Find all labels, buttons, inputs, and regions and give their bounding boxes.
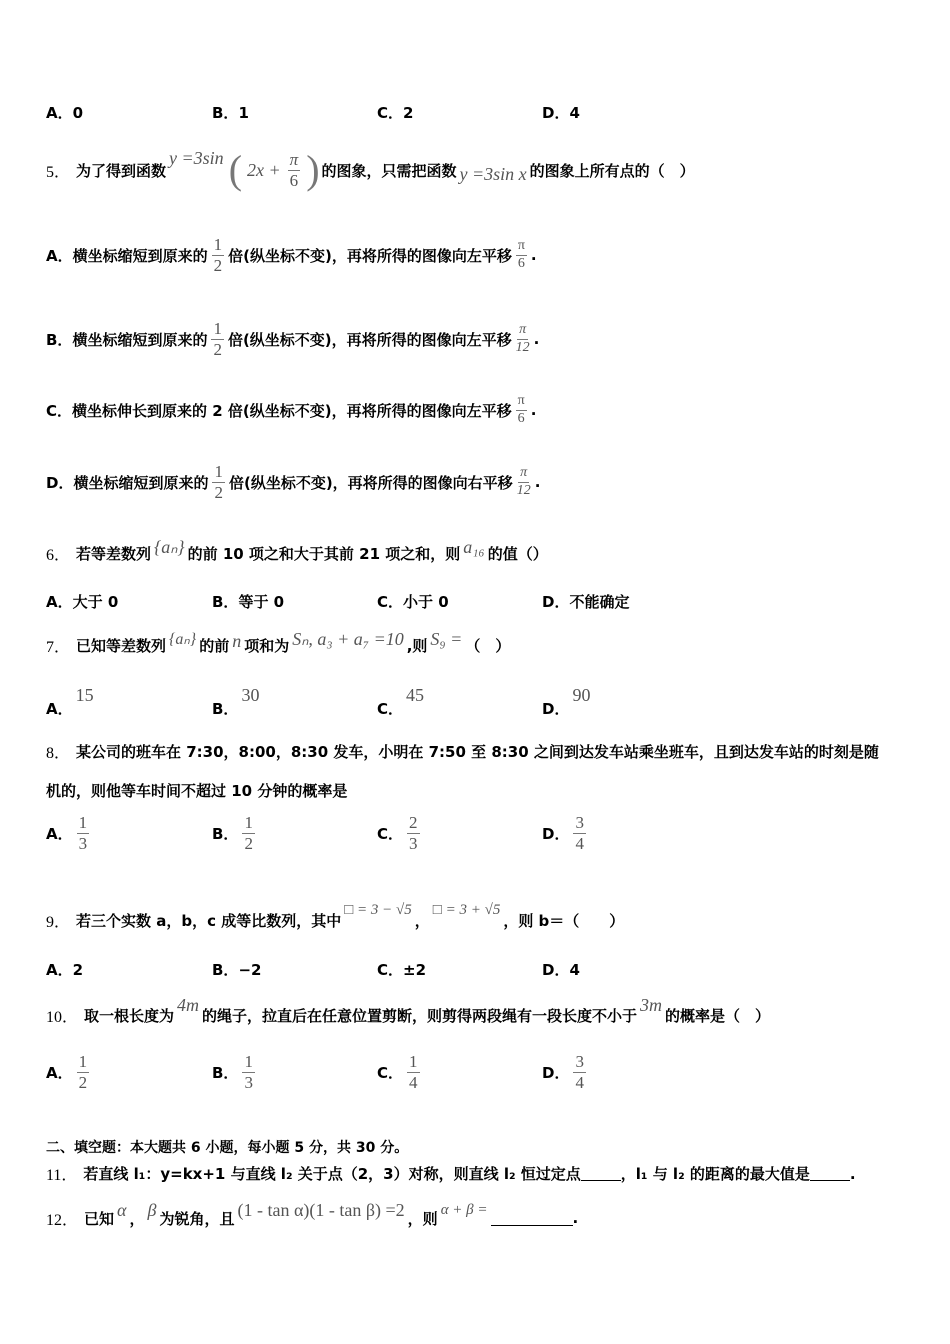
q9-option-a xyxy=(46,959,83,980)
option-value: 90 xyxy=(572,685,591,705)
question-number: 12． xyxy=(46,1211,79,1229)
question-9 xyxy=(46,901,625,935)
q7-option-b xyxy=(212,684,262,719)
option-label: A． xyxy=(46,961,73,979)
option-label: D． xyxy=(542,961,570,979)
question-text: 若直线 l₁：y=kx+1 与直线 l₂ 关于点（2，3）对称，则直线 l₂ 恒过定点 xyxy=(83,1165,581,1183)
q8-option-d xyxy=(542,813,590,853)
option-value: 4 xyxy=(569,960,580,979)
math-formula: a₁₆ xyxy=(463,536,485,557)
question-number: 11． xyxy=(46,1167,78,1184)
q5-option-c xyxy=(46,385,536,435)
option-label: B． xyxy=(212,961,239,979)
numerator: 1 xyxy=(214,461,223,481)
denominator: 4 xyxy=(575,1072,584,1092)
option-label: C． xyxy=(377,1063,404,1082)
left-paren: ( xyxy=(228,147,243,192)
question-text: 机的，则他等车时间不超过 10 分钟的概率是 xyxy=(46,782,348,800)
q7-option-c xyxy=(377,684,427,719)
option-value: 2 xyxy=(72,960,84,979)
q9-option-c xyxy=(377,959,426,980)
fraction xyxy=(77,813,90,853)
question-text: ， xyxy=(414,911,430,930)
option-value: 4 xyxy=(569,103,580,122)
fraction xyxy=(211,319,224,359)
math-formula: 3m xyxy=(640,994,663,1015)
question-number: 7． xyxy=(46,638,71,656)
math-formula: □ = 3 − √5 xyxy=(344,901,412,918)
q6-option-a xyxy=(46,591,118,612)
question-text: ,则 xyxy=(406,636,428,655)
numerator: 1 xyxy=(213,318,222,338)
option-text: 横坐标缩短到原来的 xyxy=(73,473,209,492)
fraction xyxy=(573,1052,586,1092)
question-8-continued xyxy=(46,780,347,801)
fraction xyxy=(77,1052,90,1092)
option-value: 2 xyxy=(403,103,414,122)
q10-option-b xyxy=(212,1052,259,1092)
period: . xyxy=(572,1209,579,1227)
option-label: C． xyxy=(377,824,404,843)
math-formula: β xyxy=(147,1199,157,1220)
option-value: 小于 0 xyxy=(403,593,449,611)
question-text: 的概率是（ ） xyxy=(665,1006,771,1025)
fraction xyxy=(288,150,301,190)
q6-option-c xyxy=(377,591,449,612)
question-text: ，l₁ 与 l₂ 的距离的最大值是 xyxy=(620,1165,810,1183)
q9-option-d xyxy=(542,959,580,980)
option-label: B． xyxy=(212,824,239,843)
question-text: （ ） xyxy=(465,636,511,655)
denominator: 12 xyxy=(515,339,530,355)
question-text: ， xyxy=(129,1209,145,1228)
option-value: −2 xyxy=(238,960,262,979)
question-text: 若三个实数 a，b，c 成等比数列，其中 xyxy=(76,911,342,930)
numerator: 1 xyxy=(244,1052,253,1071)
numerator: 3 xyxy=(575,1052,584,1071)
q4-option-b xyxy=(212,102,249,123)
question-text: 的前 xyxy=(199,636,230,655)
math-formula: α xyxy=(117,1199,127,1220)
option-label: A． xyxy=(46,1063,73,1082)
numerator: 1 xyxy=(244,813,253,832)
question-number: 6． xyxy=(46,546,71,564)
option-label: D． xyxy=(542,104,570,122)
option-label: B． xyxy=(212,1063,239,1082)
q4-option-a xyxy=(46,102,83,123)
q5-option-b xyxy=(46,309,539,369)
denominator: 2 xyxy=(78,1072,88,1092)
math-formula: S₉ = xyxy=(430,628,463,649)
option-value: 不能确定 xyxy=(569,593,630,611)
option-label: A． xyxy=(46,700,73,718)
question-text: 的图象，只需把函数 xyxy=(321,161,457,180)
fraction xyxy=(242,1052,255,1092)
math-formula: {aₙ} xyxy=(154,536,185,557)
q8-option-c xyxy=(377,813,424,853)
math-formula: y =3sin x xyxy=(459,163,527,184)
question-text: 项和为 xyxy=(244,636,290,655)
option-text: 横坐标伸长到原来的 2 倍(纵坐标不变)，再将所得的图像向左平移 xyxy=(72,401,512,420)
option-label: C． xyxy=(377,593,404,611)
math-formula: □ = 3 + √5 xyxy=(432,901,501,918)
question-text: 的图象上所有点的（ ） xyxy=(529,161,695,180)
period: . xyxy=(530,246,537,264)
denominator: 3 xyxy=(244,1072,253,1092)
numerator: π xyxy=(516,238,527,255)
question-5 xyxy=(46,140,695,200)
fraction xyxy=(516,238,527,271)
option-value: 0 xyxy=(72,103,84,122)
option-value: 15 xyxy=(75,685,94,705)
option-text: 倍(纵坐标不变)，再将所得的图像向右平移 xyxy=(228,473,513,492)
question-number: 10． xyxy=(46,1008,79,1026)
question-text: 为了得到函数 xyxy=(76,161,167,180)
option-text: 倍(纵坐标不变)，再将所得的图像向左平移 xyxy=(228,246,512,265)
question-12 xyxy=(46,1199,579,1233)
question-text: ，则 xyxy=(407,1209,438,1228)
q8-option-a xyxy=(46,813,93,853)
q8-option-b xyxy=(212,813,259,853)
math-formula: Sₙ, a₃ + a₇ =10 xyxy=(292,628,404,649)
math-formula: (1 - tan α)(1 - tan β) =2 xyxy=(237,1199,405,1220)
q6-option-d xyxy=(542,591,629,612)
q4-option-d xyxy=(542,102,580,123)
q4-option-c xyxy=(377,102,413,123)
option-value: 45 xyxy=(406,685,425,705)
option-label: D． xyxy=(46,473,74,492)
question-text: 某公司的班车在 7:30，8:00，8:30 发车，小明在 7:50 至 8:30 之间到达发车站乘坐班车，且到达发车站的时刻是随 xyxy=(76,743,879,761)
numerator: 3 xyxy=(575,813,584,832)
option-text: 横坐标缩短到原来的 xyxy=(72,246,208,265)
fraction xyxy=(573,813,586,853)
option-label: D． xyxy=(542,700,570,718)
option-label: A． xyxy=(46,593,73,611)
numerator: 1 xyxy=(78,813,88,832)
fraction xyxy=(212,462,225,502)
denominator: 2 xyxy=(214,482,223,502)
denominator: 3 xyxy=(78,833,88,853)
numerator: 1 xyxy=(78,1052,88,1071)
denominator: 6 xyxy=(289,170,299,190)
math-formula: 4m xyxy=(177,994,200,1015)
question-text: 的值（） xyxy=(487,544,548,563)
math-formula: y =3sin xyxy=(169,147,224,168)
numerator: π xyxy=(517,322,528,339)
period: . xyxy=(533,330,540,348)
q10-option-d xyxy=(542,1052,590,1092)
denominator: 4 xyxy=(575,833,584,853)
question-text: 取一根长度为 xyxy=(84,1006,175,1025)
question-text: ，则 b＝（ ） xyxy=(503,911,625,930)
q5-option-a xyxy=(46,225,537,285)
period: . xyxy=(530,401,537,419)
question-text: 已知 xyxy=(84,1209,115,1228)
option-text: 倍(纵坐标不变)，再将所得的图像向左平移 xyxy=(227,330,512,349)
numerator: 2 xyxy=(409,813,418,832)
option-value: 1 xyxy=(238,103,249,122)
option-label: A． xyxy=(46,104,73,122)
option-label: B． xyxy=(212,593,239,611)
fraction xyxy=(517,465,531,498)
fraction xyxy=(212,235,225,275)
numerator: 1 xyxy=(213,234,223,254)
question-text: 的绳子，拉直后在任意位置剪断，则剪得两段绳有一段长度不小于 xyxy=(202,1006,638,1025)
option-value: 30 xyxy=(241,685,260,705)
period: . xyxy=(534,473,541,491)
question-number: 5． xyxy=(46,163,71,181)
fraction xyxy=(516,322,530,355)
denominator: 12 xyxy=(516,482,531,498)
option-value: 等于 0 xyxy=(238,593,285,611)
fraction xyxy=(516,393,527,426)
option-text: 横坐标缩短到原来的 xyxy=(72,330,208,349)
fraction xyxy=(407,813,420,853)
option-label: A． xyxy=(46,246,73,265)
question-text: 为锐角，且 xyxy=(159,1209,235,1228)
question-number: 8． xyxy=(46,745,71,762)
q9-option-b xyxy=(212,959,261,980)
numerator: π xyxy=(289,149,299,169)
option-label: C． xyxy=(46,401,73,420)
answer-blank[interactable] xyxy=(810,1166,850,1181)
math-formula: {aₙ} xyxy=(169,631,197,648)
option-value: ±2 xyxy=(403,960,427,979)
numerator: π xyxy=(516,393,527,410)
denominator: 6 xyxy=(517,410,525,426)
numerator: π xyxy=(518,465,529,482)
option-label: B． xyxy=(212,700,239,718)
option-label: C． xyxy=(377,700,404,718)
question-number: 9． xyxy=(46,913,71,931)
q7-option-d xyxy=(542,684,593,719)
q6-option-b xyxy=(212,591,284,612)
question-8 xyxy=(46,740,879,763)
question-10 xyxy=(46,994,771,1030)
question-text: 的前 10 项之和大于其前 21 项之和，则 xyxy=(187,544,461,563)
fraction xyxy=(407,1052,420,1092)
denominator: 2 xyxy=(244,833,253,853)
answer-blank[interactable] xyxy=(491,1211,573,1226)
option-label: A． xyxy=(46,824,73,843)
option-label: B． xyxy=(212,104,239,122)
q5-option-d xyxy=(46,452,540,512)
denominator: 3 xyxy=(409,833,418,853)
question-7 xyxy=(46,630,510,660)
question-text: 已知等差数列 xyxy=(76,636,167,655)
answer-blank[interactable] xyxy=(581,1166,621,1181)
math-formula: α + β = xyxy=(440,1201,488,1218)
q7-option-a xyxy=(46,684,97,719)
option-label: D． xyxy=(542,593,570,611)
period: . xyxy=(849,1164,856,1183)
option-label: D． xyxy=(542,1063,570,1082)
question-11 xyxy=(46,1162,856,1185)
math-formula: 2x + xyxy=(247,159,281,180)
numerator: 1 xyxy=(409,1052,418,1071)
question-text: 若等差数列 xyxy=(76,544,152,563)
right-paren: ) xyxy=(306,147,320,192)
option-label: D． xyxy=(542,824,570,843)
section-title: 二、填空题：本大题共 6 小题，每小题 5 分，共 30 分。 xyxy=(46,1140,409,1156)
option-label: B． xyxy=(46,330,73,349)
denominator: 2 xyxy=(213,255,223,275)
option-value: 大于 0 xyxy=(72,593,119,611)
denominator: 4 xyxy=(409,1072,418,1092)
option-label: C． xyxy=(377,104,404,122)
q10-option-a xyxy=(46,1052,93,1092)
denominator: 6 xyxy=(517,255,525,271)
denominator: 2 xyxy=(213,339,222,359)
fraction xyxy=(242,813,255,853)
option-label: C． xyxy=(377,961,404,979)
section-heading xyxy=(46,1137,408,1157)
question-6 xyxy=(46,538,548,568)
math-formula: n xyxy=(232,630,242,651)
q10-option-c xyxy=(377,1052,424,1092)
